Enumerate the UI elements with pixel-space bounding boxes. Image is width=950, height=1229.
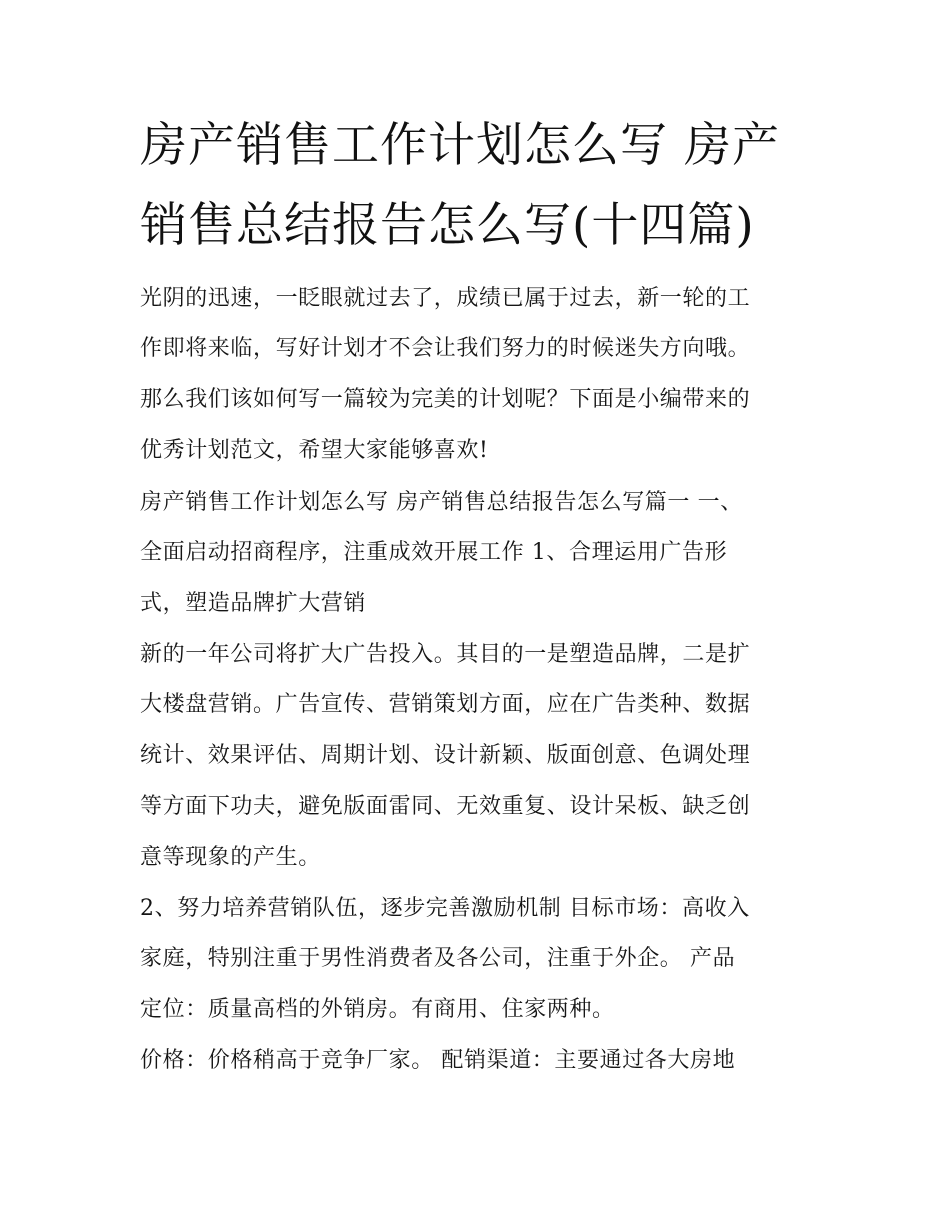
body-line: 2、努力培养营销队伍，逐步完善激励机制 目标市场：高收入 (140, 896, 750, 921)
body-line: 定位：质量高档的外销房。有商用、住家两种。 (140, 997, 615, 1022)
body-line: 式，塑造品牌扩大营销 (140, 591, 367, 616)
body-line: 等方面下功夫，避免版面雷同、无效重复、设计呆板、缺乏创 (140, 794, 751, 819)
body-line: 新的一年公司将扩大广告投入。其目的一是塑造品牌，二是扩 (140, 642, 751, 667)
document-title (140, 106, 820, 266)
title-line: 房产销售工作计划怎么写 房产 (140, 118, 780, 173)
body-line: 意等现象的产生。 (140, 845, 321, 870)
body-line: 优秀计划范文，希望大家能够喜欢! (140, 438, 489, 463)
body-line: 统计、效果评估、周期计划、设计新颖、版面创意、色调处理 (140, 743, 751, 768)
body-line: 光阴的迅速，一眨眼就过去了，成绩已属于过去，新一轮的工 (140, 286, 751, 311)
body-line: 价格：价格稍高于竞争厂家。 配销渠道：主要通过各大房地 (140, 1048, 736, 1073)
body-line: 大楼盘营销。广告宣传、营销策划方面，应在广告类种、数据 (140, 692, 751, 717)
body-line: 全面启动招商程序，注重成效开展工作 1、合理运用广告形 (140, 540, 728, 565)
title-line: 销售总结报告怎么写(十四篇) (140, 198, 755, 253)
body-line: 那么我们该如何写一篇较为完美的计划呢？下面是小编带来的 (140, 387, 751, 412)
body-line: 家庭，特别注重于男性消费者及各公司，注重于外企。 产品 (140, 946, 736, 971)
body-line: 作即将来临，写好计划才不会让我们努力的时候迷失方向哦。 (140, 336, 751, 361)
body-line: 房产销售工作计划怎么写 房产销售总结报告怎么写篇一 一、 (140, 490, 743, 515)
